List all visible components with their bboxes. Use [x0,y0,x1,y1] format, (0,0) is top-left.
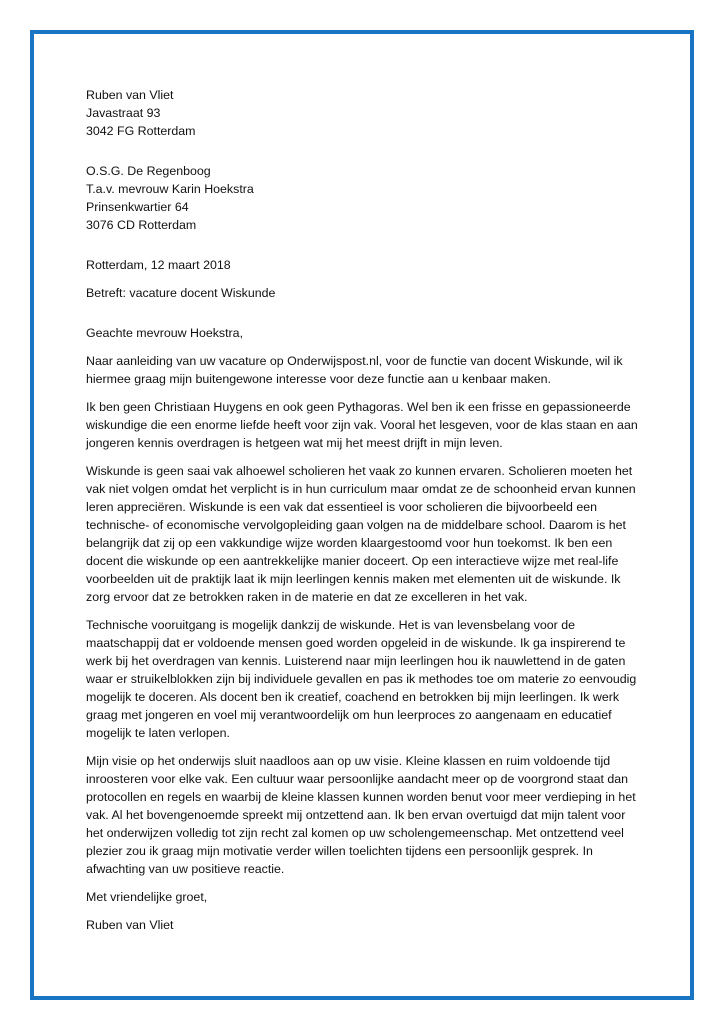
paragraph-line: mogelijk te laten verlopen. [86,726,230,740]
paragraph-line: mogelijk te doceren. Als docent ben ik creatief, coachend en betrokken bij mijn leerlingen. Ik werk [86,690,620,704]
paragraph-line: docent die wiskunde op een aantrekkelijke manier doceert. Op een interactieve wijze met real-life [86,554,619,568]
paragraph-2 [86,398,646,452]
paragraph-line: Technische vooruitgang is mogelijk dankzij de wiskunde. Het is van levensbelang voor de [86,618,576,632]
recipient-street: Prinsenkwartier 64 [86,200,189,214]
paragraph-line: maatschappij dat er voldoende mensen goed worden opgeleid in de wiskunde. Ik ga inspirerend te [86,636,626,650]
paragraph-line: afwachting van uw positieve reactie. [86,862,285,876]
paragraph-line: belangrijk dat zij op een vakkundige wijze worden klaargestoomd voor hun toekomst. Ik ben een [86,536,613,550]
paragraph-line: graag met jongeren en voel mij verantwoordelijk om hun leerproces zo aangenaam en educatief [86,708,612,722]
signature: Ruben van Vliet [86,918,174,932]
paragraph-line: wiskundige die een enorme liefde heeft voor zijn vak. Vooral het lesgeven, voor de klas staan en aan [86,418,638,432]
paragraph-line: waar er struikelblokken zijn bij individuele gevallen en pas ik methodes toe om materie zo eenvoudig [86,672,637,686]
recipient-organization: O.S.G. De Regenboog [86,164,211,178]
paragraph-line: Naar aanleiding van uw vacature op Onderwijspost.nl, voor de functie van docent Wiskunde, wil ik [86,354,623,368]
paragraph-line: vak. Al het bovengenoemde spreekt mij ontzettend aan. Ik ben ervan overtuigd dat mijn talent voor [86,808,626,822]
paragraph-line: leren appreciëren. Wiskunde is een vak dat essentieel is voor scholieren die bijvoorbeeld een [86,500,598,514]
letter-subject: Betreft: vacature docent Wiskunde [86,286,276,300]
paragraph-line: plezier zou ik graag mijn motivatie verder willen toelichten tijdens een persoonlijk gesprek. In [86,844,593,858]
letter-body [86,86,646,934]
paragraph-1 [86,352,646,388]
paragraph-3 [86,462,646,606]
paragraph-line: vak niet volgen omdat het verplicht is in hun curriculum maar omdat ze de schoonheid ervan kunnen [86,482,636,496]
paragraph-line: protocollen en regels en waarbij de kleine klassen kunnen worden benut voor meer verdieping in het [86,790,636,804]
paragraph-line: technische- of economische vervolgopleiding gaan volgen na de middelbare school. Daarom is het [86,518,627,532]
paragraph-4 [86,616,646,742]
salutation: Geachte mevrouw Hoekstra, [86,326,244,340]
paragraph-line: Ik ben geen Christiaan Huygens en ook geen Pythagoras. Wel ben ik een frisse en gepassioneerde [86,400,631,414]
letter-date: Rotterdam, 12 maart 2018 [86,258,231,272]
recipient-city: 3076 CD Rotterdam [86,218,197,232]
sender-address [86,86,646,140]
paragraph-line: het onderwijzen volledig tot zijn recht zal komen op uw scholengemeenschap. Met ontzettend veel [86,826,624,840]
paragraph-line: voorbeelden uit de praktijk laat ik mijn leerlingen kennis maken met elementen uit de wiskunde. Ik [86,572,621,586]
recipient-attention: T.a.v. mevrouw Karin Hoekstra [86,182,254,196]
paragraph-line: inroosteren voor elke vak. Een cultuur waar persoonlijke aandacht meer op de voorgrond staat dan [86,772,629,786]
recipient-address [86,162,646,234]
sender-city: 3042 FG Rotterdam [86,124,196,138]
paragraph-line: werk bij het overdragen van kennis. Luisterend naar mijn leerlingen hou ik nauwlettend in de gaten [86,654,626,668]
paragraph-line: hiermee graag mijn buitengewone interesse voor deze functie aan u kenbaar maken. [86,372,551,386]
sender-street: Javastraat 93 [86,106,161,120]
paragraph-line: jongeren kennis overdragen is hetgeen wat mij het meest drijft in mijn leven. [86,436,503,450]
paragraph-line: Wiskunde is geen saai vak alhoewel scholieren het vaak zo kunnen ervaren. Scholieren moeten het [86,464,633,478]
closing: Met vriendelijke groet, [86,890,208,904]
paragraph-line: Mijn visie op het onderwijs sluit naadloos aan op uw visie. Kleine klassen en ruim voldoende tijd [86,754,611,768]
sender-name: Ruben van Vliet [86,88,174,102]
paragraph-line: zorg ervoor dat ze betrokken raken in de materie en dat ze excelleren in het vak. [86,590,528,604]
paragraph-5 [86,752,646,878]
